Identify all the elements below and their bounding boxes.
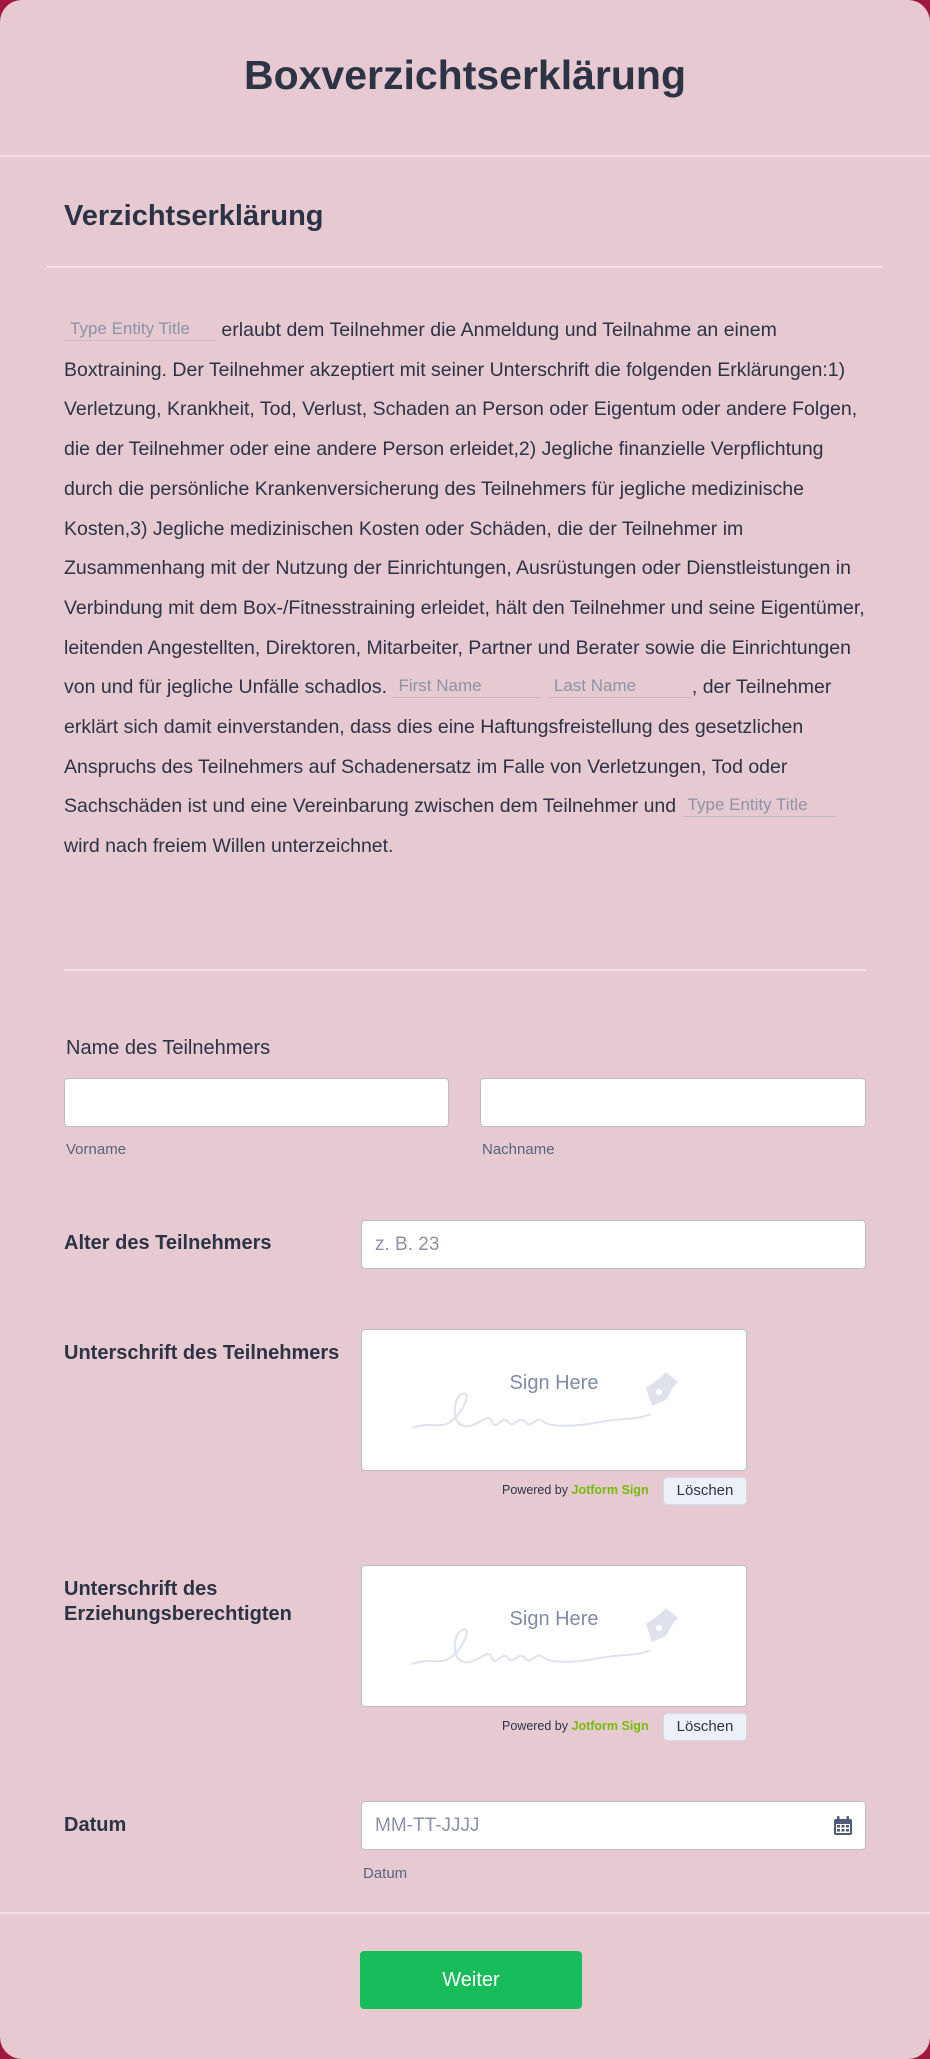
- sign-here-text: Sign Here: [509, 1372, 599, 1394]
- participant-signature-pad[interactable]: [361, 1329, 747, 1471]
- first-name-inline-field[interactable]: First Name: [392, 675, 542, 698]
- guardian-signature-pad[interactable]: [361, 1565, 747, 1707]
- waiver-paragraph-2: , der Teilnehmer erklärt sich damit einverstanden, dass dies eine Haftungsfreistellung des gesetzlichen Anspruchs des Teilnehmers auf Schadenersatz im Falle von Verletzungen, Tod oder Sachschäden ist und eine Vereinbarung zwischen dem Teilnehmer und: [64, 676, 832, 818]
- date-placeholder: MM-TT-JJJJ: [375, 1815, 480, 1836]
- clear-signature-button[interactable]: Löschen: [663, 1713, 747, 1741]
- date-sublabel: Datum: [363, 1865, 408, 1882]
- form-header: [0, 0, 930, 157]
- footer-divider: [0, 1912, 930, 1914]
- date-input[interactable]: [361, 1801, 866, 1850]
- guardian-signature-label-line1: Unterschrift des: [64, 1578, 218, 1600]
- entity-title-field-1[interactable]: Type Entity Title: [64, 318, 216, 341]
- sign-here-text: Sign Here: [509, 1608, 599, 1630]
- participant-name-label: Name des Teilnehmers: [66, 1037, 271, 1059]
- waiver-text: [64, 311, 874, 867]
- first-name-input[interactable]: [64, 1078, 449, 1127]
- participant-signature-label: Unterschrift des Teilnehmers: [64, 1342, 340, 1364]
- age-label: Alter des Teilnehmers: [64, 1232, 272, 1254]
- signature-scribble-icon: [410, 1370, 700, 1440]
- calendar-icon[interactable]: [833, 1816, 853, 1836]
- last-name-inline-field[interactable]: Last Name: [548, 675, 692, 698]
- section-header: [47, 200, 883, 268]
- form-title: Boxverzichtserklärung: [243, 52, 687, 98]
- pen-nib-icon: [646, 1372, 678, 1406]
- waiver-paragraph-1: erlaubt dem Teilnehmer die Anmeldung und Teilnahme an einem Boxtraining. Der Teilnehmer akzeptiert mit seiner Unterschrift die folgenden Erklärungen:1) Verletzung, Krankheit, Tod, Verlust, Schaden an Person oder Eigentum oder andere Folgen, die der Teilnehmer oder eine andere Person erleidet,2) Jegliche finanzielle Verpflichtung durch die persönliche Krankenversicherung des Teilnehmers für jegliche medizinische Kosten,3) Jegliche medizinischen Kosten oder Schäden, die der Teilnehmer im Zusammenhang mit der Nutzung der Einrichtungen, Ausrüstungen oder Dienstleistungen in Verbindung mit dem Box-/Fitnesstraining erleidet, hält den Teilnehmer und seine Eigentümer, leitenden Angestellten, Direktoren, Mitarbeiter, Partner und Berater sowie die Einrichtungen von und für jegliche Unfälle schadlos.: [64, 319, 865, 699]
- signature-scribble-icon: [410, 1606, 700, 1676]
- powered-by-jotform-sign: Powered by Jotform Sign: [502, 1483, 649, 1497]
- next-button[interactable]: Weiter: [360, 1951, 582, 2009]
- waiver-paragraph-3: wird nach freiem Willen unterzeichnet.: [64, 835, 394, 858]
- age-input[interactable]: z. B. 23: [361, 1220, 866, 1269]
- last-name-sublabel: Nachname: [482, 1141, 555, 1158]
- entity-title-field-2[interactable]: Type Entity Title: [682, 794, 836, 817]
- divider: [64, 969, 866, 971]
- first-name-sublabel: Vorname: [66, 1141, 127, 1158]
- guardian-signature-label-line2: Erziehungsberechtigten: [64, 1603, 292, 1625]
- clear-signature-button[interactable]: Löschen: [663, 1477, 747, 1505]
- date-label: Datum: [64, 1814, 127, 1836]
- pen-nib-icon: [646, 1608, 678, 1642]
- powered-by-jotform-sign: Powered by Jotform Sign: [502, 1719, 649, 1733]
- last-name-input[interactable]: [480, 1078, 866, 1127]
- section-title: Verzichtserklärung: [64, 200, 324, 232]
